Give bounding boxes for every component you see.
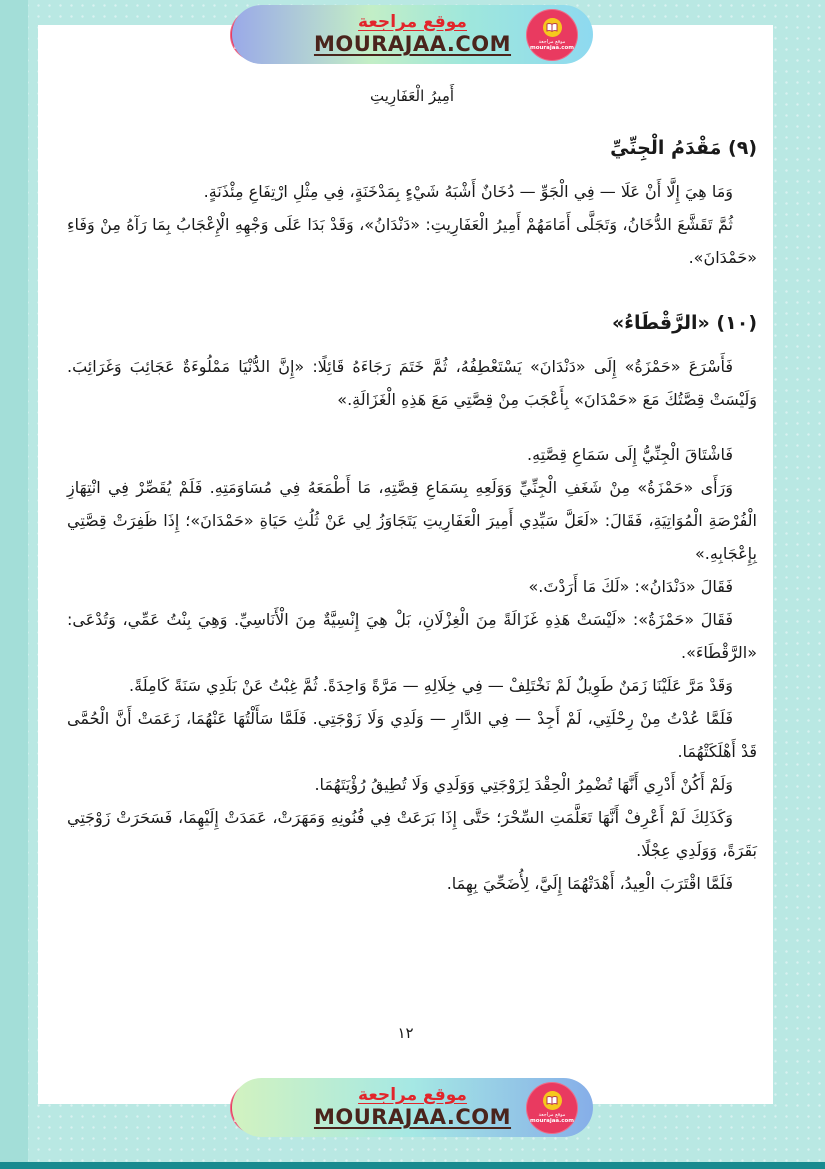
site-domain-link[interactable]: MOURAJAA.COM <box>313 1105 512 1130</box>
page-number: ١٢ <box>397 1024 414 1042</box>
paragraph: وَلَمْ أَكُنْ أَدْرِي أَنَّهَا تُضْمِرُ الْحِقْدَ لِزَوْجَتِي وَوَلَدِي وَلَا تُطِيقُ رُؤْيَتَهُمَا. <box>314 775 733 794</box>
paragraph: وَرَأَى «حَمْزَةُ» مِنْ شَغَفِ الْجِنِّيِّ وَوَلَعِهِ بِسَمَاعِ قِصَّتِهِ، مَا أَطْمَعَهُ فِي مُسَاوَمَتِهِ. فَلَمْ يُقَصِّرْ فِي انْتِهَازِ الْفُرْصَةِ الْمُوَاتِيَةِ، فَقَالَ: «لَعَلَّ سَيِّدِي أَمِيرَ الْعَفَارِيتِ يَتَجَاوَزُ لِي عَنْ ثُلُثِ حَيَاةِ «حَمْدَانَ»؛ إِذَا ظَفِرَتْ قِصَّتِي بِإِعْجَابِهِ.» <box>67 478 757 563</box>
paragraph: وَكَذَلِكَ لَمْ أَعْرِفْ أَنَّهَا تَعَلَّمَتِ السِّحْرَ؛ حَتَّى إِذَا بَرَعَتْ فِي فُنُونِهِ وَمَهَرَتْ، عَمَدَتْ إِلَيْهِمَا، فَسَحَرَتْ زَوْجَتِي بَقَرَةً، وَوَلَدِي عِجْلًا. <box>67 808 757 860</box>
site-footer <box>0 1078 825 1140</box>
site-name-arabic-link[interactable]: موقع مراجعة <box>358 1084 467 1105</box>
logo-domain: mourajaa.com <box>529 1118 575 1125</box>
logo-site-name: موقع مراجعة <box>538 1112 566 1119</box>
site-logo[interactable] <box>526 1082 578 1134</box>
left-margin-strip <box>0 0 28 1169</box>
site-header <box>0 5 825 67</box>
paragraph: فَقَالَ «حَمْزَةُ»: «لَيْسَتْ هَذِهِ غَزَالَةً مِنَ الْغِزْلَانِ، بَلْ هِيَ إِنْسِيَّةٌ مِنَ الْأَنَاسِيِّ. وَهِيَ بِنْتُ عَمِّي، وَتُدْعَى: «الرَّقْطَاءَ». <box>67 610 757 662</box>
logo-site-name: موقع مراجعة <box>538 39 566 46</box>
site-name-arabic-link[interactable]: موقع مراجعة <box>358 11 467 32</box>
paragraph: وَمَا هِيَ إِلَّا أَنْ عَلَا — فِي الْجَوِّ — دُخَانٌ أَشْبَهُ شَيْءٍ بِمَدْخَنَةٍ، فِي مِثْلِ ارْتِفَاعِ مِئْذَنَةٍ. <box>203 182 733 201</box>
paragraph: فَقَالَ «دَنْدَانُ»: «لَكَ مَا أَرَدْتَ.» <box>528 577 733 596</box>
logo-domain: mourajaa.com <box>529 45 575 52</box>
paragraph: فَلَمَّا اقْتَرَبَ الْعِيدُ، أَهْدَتْهُمَا إِلَيَّ، لِأُضَحِّيَ بِهِمَا. <box>446 874 733 893</box>
section-heading-10: (١٠) «الرَّقْطَاءُ» <box>612 312 757 334</box>
site-logo[interactable] <box>526 9 578 61</box>
paragraph: فَلَمَّا عُدْتُ مِنْ رِحْلَتِي، لَمْ أَجِدْ — فِي الدَّارِ — وَلَدِي وَلَا زَوْجَتِي. فَلَمَّا سَأَلْتُهَا عَنْهُمَا، زَعَمَتْ أَنَّ الْحُمَّى قَدْ أَهْلَكَتْهُمَا. <box>67 709 757 761</box>
book-title: أَمِيرُ الْعَفَارِيتِ <box>369 87 455 105</box>
document-page <box>38 25 773 1104</box>
section-heading-9: (٩) مَقْدَمُ الْجِنِّيِّ <box>610 137 757 159</box>
paragraph: وَقَدْ مَرَّ عَلَيْنَا زَمَنٌ طَوِيلٌ لَمْ نَخْتَلِفْ — فِي خِلَالِهِ — مَرَّةً وَاحِدَةً. ثُمَّ غِبْتُ عَنْ بَلَدِي سَنَةً كَامِلَةً. <box>129 676 733 695</box>
book-icon <box>543 1091 562 1110</box>
paragraph: ثُمَّ تَقَشَّعَ الدُّخَانُ، وَتَجَلَّى أَمَامَهُمْ أَمِيرُ الْعَفَارِيتِ: «دَنْدَانُ»، وَقَدْ بَدَا عَلَى وَجْهِهِ الْإِعْجَابُ بِمَا رَآهُ مِنْ وَفَاءِ «حَمْدَانَ». <box>67 215 757 267</box>
paragraph: فَاشْتَاقَ الْجِنِّيُّ إِلَى سَمَاعِ قِصَّتِهِ. <box>527 445 733 464</box>
site-domain-link[interactable]: MOURAJAA.COM <box>313 32 512 57</box>
bottom-edge-strip <box>0 1162 825 1169</box>
paragraph: فَأَسْرَعَ «حَمْزَةُ» إِلَى «دَنْدَانَ» يَسْتَعْطِفُهُ، ثُمَّ خَتَمَ رَجَاءَهُ قَائِلًا: «إِنَّ الدُّنْيَا مَمْلُوءَةٌ عَجَائِبَ وَغَرَائِبَ. وَلَيْسَتْ قِصَّتُكَ مَعَ «حَمْدَانَ» بِأَعْجَبَ مِنْ قِصَّتِي مَعَ هَذِهِ الْغَزَالَةِ.» <box>67 357 757 409</box>
book-icon <box>543 18 562 37</box>
